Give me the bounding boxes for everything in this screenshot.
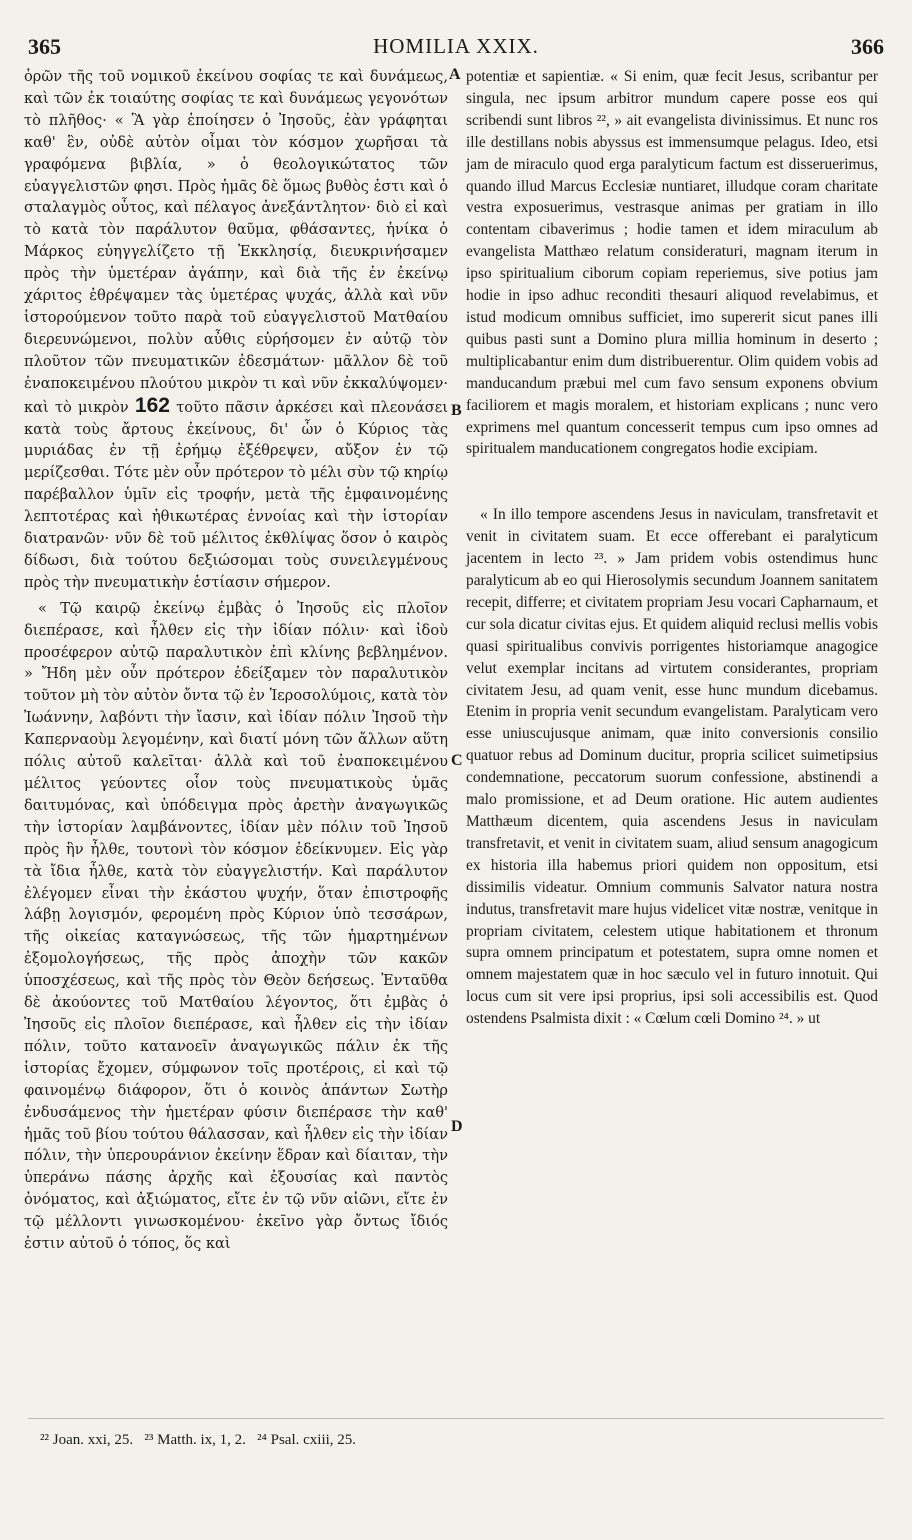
page-number-left: 365 <box>28 34 61 59</box>
page-number-right: 366 <box>851 34 884 59</box>
greek-paragraph-1 <box>24 66 448 594</box>
section-marker-c: C <box>451 752 463 769</box>
greek-paragraph-1-start: ὁρῶν τῆς τοῦ νομικοῦ ἐκείνου σοφίας τε καὶ δυνάμεως, καὶ τῶν ἐκ τοιαύτης σοφίας τε καὶ δυνάμεως γεγονότων τὸ πλῆθος· « Ἃ γὰρ ἐποίησεν ὁ Ἰησοῦς, ἐὰν γράφηται καθ' ἓν, οὐδὲ αὐτὸν οἶμαι τὸν κόσμον χωρῆσαι τὰ γραφόμενα βιβλία, » ὁ θεολογικώτατος τῶν εὐαγγελιστῶν φησι. Πρὸς ἡμᾶς δὲ ὅμως βυθὸς ἐστι καὶ ὁ σταλαγμὸς οὗτος, καὶ πέλαγος ἀνεξάντλητον· διὸ εἰ καὶ τὸ κατὰ τὸν παράλυτον θαῦμα, φθάσαντες, ἡνίκα ὁ Μάρκος εὐηγγελίζετο τῇ Ἐκκλησίᾳ, διευκρινήσαμεν πρὸς τὴν ὑμετέραν ἀγάπην, καὶ διὰ τῆς ἐν ἐκείνῳ χάριτος ἐθρέψαμεν τὰς ὑμετέρας ψυχάς, ἀλλὰ καὶ νῦν ἱστορούμενον τοῦτο παρὰ τοῦ εὐαγγελιστοῦ Ματθαίου διερευνώμενοι, πολὺν αὖθις εὑρήσομεν ἐν αὐτῷ τὸν πλοῦτον τῶν πνευματικῶν ἐδεσμάτων· μᾶλλον δὲ τοῦ ἐναποκειμένου πλούτου μικρὸν τι καὶ νῦν ἐκκαλύψομεν· καὶ τὸ μικρὸν <box>24 68 448 416</box>
greek-paragraph-1-end: τοῦτο πᾶσιν ἀρκέσει καὶ πλεονάσει κατὰ τοὺς ἄρτους ἐκείνους, δι' ὧν ὁ Κύριος τὰς μυριάδας ἐν τῇ ἐρήμῳ ἐξέθρεψεν, αὔξον ἐν τῷ μερίζεσθαι. Τότε μὲν οὖν πρότερον τὸ μέλι σὺν τῷ κηρίῳ παρέβαλλον ὑμῖν εἰς τροφήν, μετὰ τῆς ἐμφαινομένης λεπτοτέρας καὶ ἠθικωτέρας ἐννοίας καὶ τὴν ἱστορίαν διατρανῶν· νῦν δὲ τοῦ μέλιτος ἐκθλίψας ὅσον ὁ καιρὸς δίδωσι, διὰ τούτου δεξιώσομαι τοὺς συνειλεγμένους πρὸς τὴν πνευματικὴν ἑστίασιν σήμερον. <box>24 398 449 591</box>
section-marker-a: A <box>449 66 461 83</box>
latin-paragraph-2: « In illo tempore ascendens Jesus in naviculam, transfretavit et venit in civitatem suam. Et ecce offerebant ei paralyticum jacentem in lecto ²³. » Jam pridem vobis ostendimus hunc paralyticum ab eo qui Hierosolymis secundum Joannem sanitatem recepit, differre; et civitatem propriam Jesu vocari Capharnaum, et cur sola dicatur civitas ejus. Et quidem aliquid reclusi mellis vobis quasi spiritualibus convivis porrigentes historiamque anagogice velut exemplar incitans ad virtutem considerantes, propriam civitatem Jesu, ad quam venit, esse hunc mundum dicebamus. Etenim in propria venit secundum evangelistam. Paralyticam vero esse uniuscujusque animam, quæ inito conversionis consilio quatuor rebus ad Dominum ducitur, propria scilicet suimetipsius condemnatione, peccatorum suorum confessione, abstinendi a malo promissione, et ad Deum oratione. Hic autem audientes Matthæum dicentem, quia ascendens Jesus in naviculam transfretavit, et venit in civitatem suam, aliud sensum anagogicum ex historia illa habemus priori quidem non oppositum, etsi dissimilis videatur. Omnium communis Salvator natura nostra indutus, transfretavit mare hujus videlicet vitæ nostræ, venitque in propriam civitatem, celestem utique habitationem et thronum supra omnem principatum et potestatem, supra omne nomen et omnem majestatem quæ in hoc sæculo vel in futuro innotuit. Qui locus cum sit vere ipsi proprius, ipsi soli accessibilis est. Quod ostendens Psalmista dixit : « Cœlum cœli Domino ²⁴. » ut <box>466 506 878 1028</box>
greek-column <box>24 66 448 1255</box>
margin-number: 162 <box>134 393 170 417</box>
footnote-rule <box>28 1418 884 1419</box>
latin-paragraph-1: potentiæ et sapientiæ. « Si enim, quæ fecit Jesus, scribantur per singula, nec ipsum arbitror mundum capere posse eos qui scribendi sunt libros ²², » ait evangelista divinissimus. Et nunc ros ille destillans nobis abyssus est immensumque pelagus. Ideo, etsi jam de miraculo quod erga paralyticum factum est disseruerimus, quando illud Marcus Ecclesiæ nuntiaret, illudque coram charitate vestra exposuerimus, vestrasque animas per gratiam in illo contentam cibaverimus ; hodie tamen et idem miraculum ab evangelista Matthæo relatum consideraturi, magnam iterum in ipso spiritualium ciborum copiam reperiemus, sive potius jam hodie in ipso adhuc reconditi thesauri aliquod revelabimus, et istud modicum omnibus sufficiet, imo supererit sicut panes illi quibus pasti sunt a Domino plura millia hominum in deserto ; multiplicabantur enim dum distribuerentur. Olim quidem vobis ad manducandum præbui mel cum favo sensum exponens obvium faciliorem et magis moralem, et historiam explicans ; nunc vero exprimens mel quantum concesserit tempus cum ipso omnes ad spiritualem manducationem congregatos hodie excipiam. <box>466 68 878 458</box>
footnotes: ²² Joan. xxi, 25. ²³ Matth. ix, 1, 2. ²⁴ Psal. cxiii, 25. <box>40 1432 357 1448</box>
page-header <box>28 34 884 64</box>
latin-column <box>466 66 878 1030</box>
greek-paragraph-2: « Τῷ καιρῷ ἐκείνῳ ἐμβὰς ὁ Ἰησοῦς εἰς πλοῖον διεπέρασε, καὶ ἦλθεν εἰς τὴν ἰδίαν πόλιν· καὶ ἰδοὺ προσέφερον αὐτῷ παραλυτικὸν ἐπὶ κλίνης βεβλημένον. » Ἤδη μὲν οὖν πρότερον ἐδείξαμεν τὸν παραλυτικὸν τοῦτον μὴ τὸν αὐτὸν ὄντα τῷ ἐν Ἱεροσολύμοις, κατὰ τὸν Ἰωάννην, λαβόντι τὴν ἴασιν, καὶ ἰδίαν πόλιν Ἰησοῦ τὴν Καπερναοὺμ λεγομένην, καὶ διατί μόνη τῶν ἄλλων αὕτη πόλις αὐτοῦ καλεῖται· ἀλλὰ καὶ τοῦ ἐναποκειμένου μέλιτος γεύοντες οἷον τοὺς πνευματικοὺς ὑμᾶς δαιτυμόνας, καὶ ὑπόδειγμα πρὸς ἀρετὴν ἀναγωγικῶς τὴν ἱστορίαν λαμβάνοντες, ἰδίαν μὲν πόλιν τοῦ Ἰησοῦ πρὸς ἣν ἦλθε, τουτονὶ τὸν κόσμον ἐδείκνυμεν. Εἰς γὰρ τὰ ἴδια ἦλθε, κατὰ τὸν εὐαγγελιστήν. Καὶ παράλυτον ἐλέγομεν εἶναι τὴν ἑκάστου ψυχήν, ὅταν ἐπιστροφῆς λάβῃ λογισμόν, φερομένη πρὸς Κύριον ὑπὸ τεσσάρων, τῆς οἰκείας καταγνώσεως, τῆς τῶν ἡμαρτημένων ἐξομολογήσεως, τῆς πρὸς ἀποχὴν τῶν κακῶν ὑποσχέσεως, καὶ τῆς πρὸς τὸν Θεὸν δεήσεως. Ἐνταῦθα δὲ ἀκούοντες τοῦ Ματθαίου λέγοντος, ὅτι ἐμβὰς ὁ Ἰησοῦς εἰς πλοῖον διεπέρασε, καὶ ἦλθεν εἰς τὴν ἰδίαν πόλιν, τοῦτο κατανοεῖν ἀναγωγικῶς πάλιν ἐκ τῆς ἱστορίας ἔχομεν, σύμφωνον τοῖς προτέροις, εἰ καὶ τῷ φαινομένῳ διάφορον, ὅτι ὁ κοινὸς ἁπάντων Σωτὴρ ἐνδυσάμενος τὴν ἡμετέραν φύσιν διεπέρασε τὴν καθ' ἡμᾶς τοῦ βίου τούτου θάλασσαν, καὶ ἦλθεν εἰς τὴν ἰδίαν πόλιν, τὴν ὑπερουράνιον ἐκείνην ἕδραν καὶ δίαιταν, τὴν ὑπεράνω πάσης ἀρχῆς καὶ ἐξουσίας καὶ παντὸς ὀνόματος, καὶ ἀξιώματος, εἴτε ἐν τῷ νῦν αἰῶνι, εἴτε ἐν τῷ μέλλοντι γινωσκομένου· ἐκεῖνο γὰρ ὄντως ἴδιός ἐστιν αὐτοῦ ὁ τόπος, ὅς καὶ <box>24 599 448 1253</box>
running-title: HOMILIA XXIX. <box>373 34 539 58</box>
section-marker-b: B <box>451 402 462 419</box>
section-marker-d: D <box>451 1118 463 1135</box>
